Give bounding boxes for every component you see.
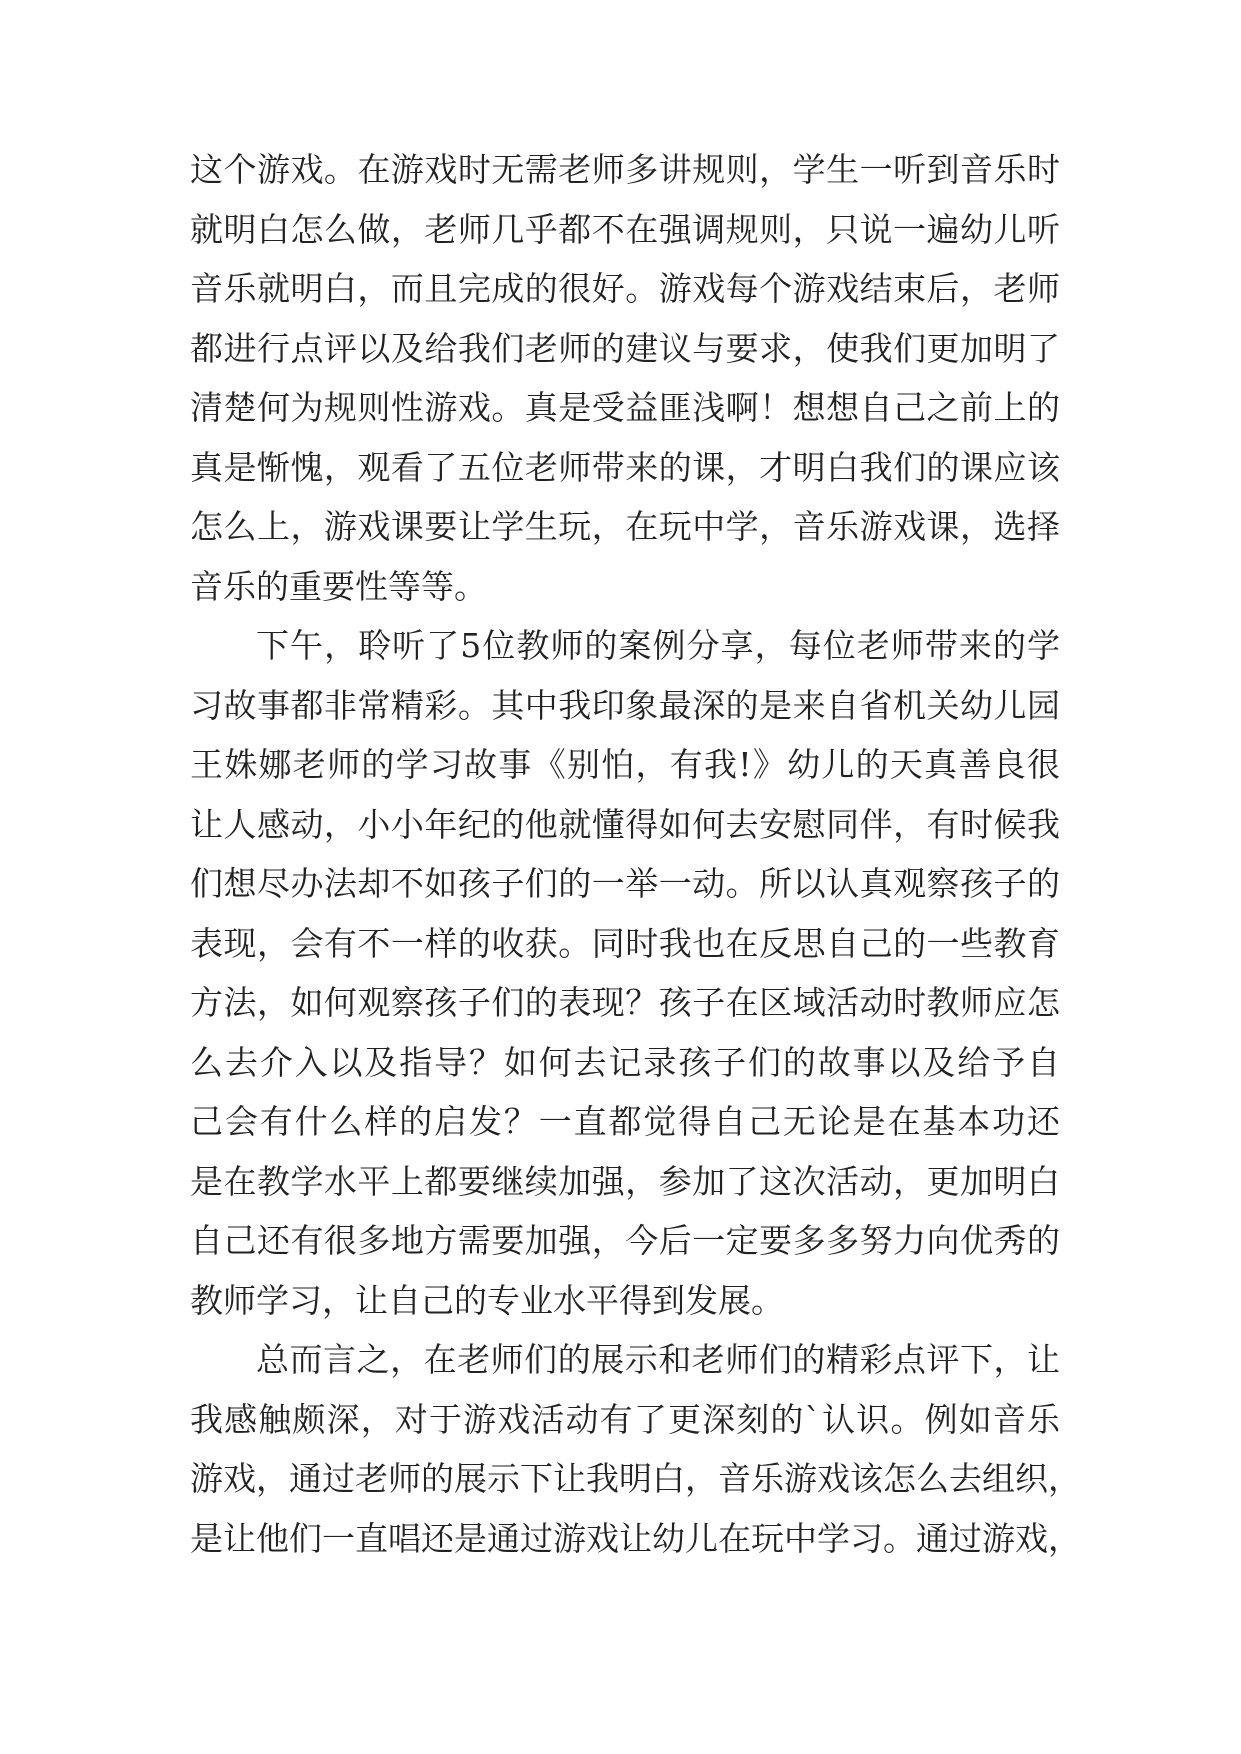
paragraph-summary	[190, 1330, 1081, 1568]
text-line: 方法，如何观察孩子们的表现？孩子在区域活动时教师应怎	[190, 983, 1060, 1022]
document-body	[190, 140, 1081, 1568]
text-line: 习故事都非常精彩。其中我印象最深的是来自省机关幼儿园	[190, 685, 1060, 725]
text-line: 己会有什么样的启发？一直都觉得自己无论是在基本功还	[190, 1102, 1060, 1141]
text-line: 音乐的重要性等等。	[190, 566, 487, 606]
text-line: 都进行点评以及给我们老师的建议与要求，使我们更加明了	[190, 328, 1060, 368]
paragraph-afternoon	[190, 616, 1060, 1330]
text-line: 清楚何为规则性游戏。真是受益匪浅啊！想想自己之前上的	[190, 388, 1060, 427]
text-line: 是让他们一直唱还是通过游戏让幼儿在玩中学习。通过游戏，	[190, 1518, 1081, 1558]
text-line: 表现，会有不一样的收获。同时我也在反思自己的一些教育	[190, 923, 1060, 963]
text-line: 么去介入以及指导？如何去记录孩子们的故事以及给予自	[190, 1042, 1060, 1082]
text-line: 我感触颇深，对于游戏活动有了更深刻的`认识。例如音乐	[190, 1399, 1060, 1439]
text-line: 是在教学水平上都要继续加强，参加了这次活动，更加明白	[190, 1161, 1060, 1201]
text-line: 总而言之，在老师们的展示和老师们的精彩点评下，让	[256, 1340, 1060, 1379]
text-line: 们想尽办法却不如孩子们的一举一动。所以认真观察孩子的	[190, 864, 1060, 903]
text-line: 教师学习，让自己的专业水平得到发展。	[190, 1280, 784, 1320]
text-line: 游戏，通过老师的展示下让我明白，音乐游戏该怎么去组织，	[190, 1459, 1081, 1498]
text-line: 王姝娜老师的学习故事《别怕，有我!》幼儿的天真善良很	[190, 745, 1060, 784]
text-line: 让人感动，小小年纪的他就懂得如何去安慰同伴，有时候我	[190, 804, 1060, 844]
text-line: 真是惭愧，观看了五位老师带来的课，才明白我们的课应该	[190, 447, 1060, 487]
text-line: 就明白怎么做，老师几乎都不在强调规则，只说一遍幼儿听	[190, 209, 1060, 249]
text-line: 怎么上，游戏课要让学生玩，在玩中学，音乐游戏课，选择	[190, 507, 1060, 546]
text-line: 音乐就明白，而且完成的很好。游戏每个游戏结束后，老师	[190, 269, 1060, 308]
text-line: 这个游戏。在游戏时无需老师多讲规则，学生一听到音乐时	[190, 150, 1060, 189]
text-line: 下午，聆听了5位教师的案例分享，每位老师带来的学	[256, 626, 1060, 665]
text-line: 自己还有很多地方需要加强，今后一定要多多努力向优秀的	[190, 1221, 1060, 1260]
paragraph-continuation	[190, 140, 1060, 616]
